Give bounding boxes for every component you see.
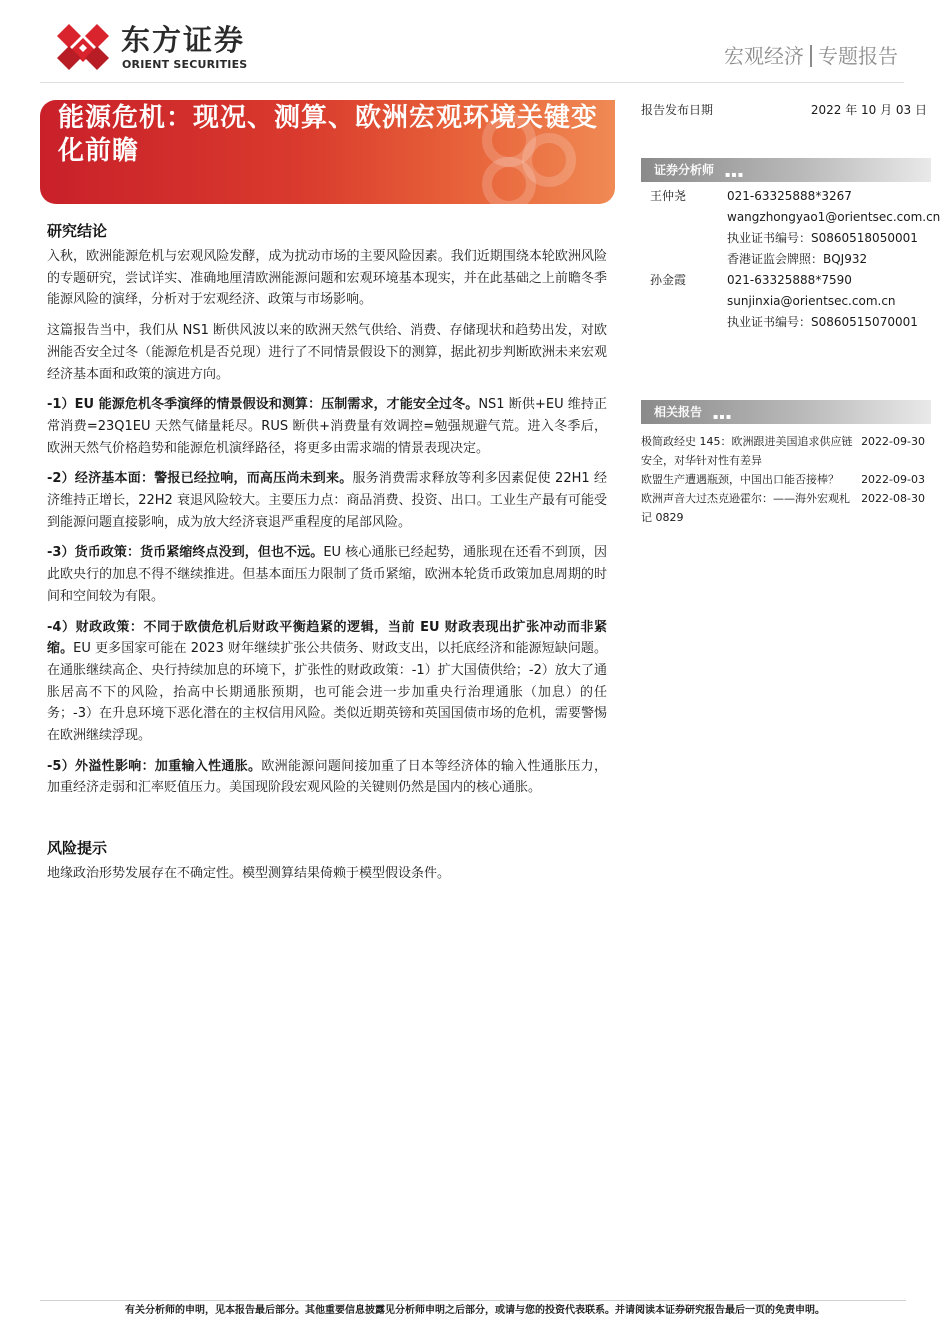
- logo-chinese: 东方证券: [121, 23, 246, 57]
- intro-paragraph: 这篇报告当中，我们从 NS1 断供风波以来的欧洲天然气供给、消费、存储现状和趋势出发，对欧洲能否安全过冬（能源危机是否兑现）进行了不同情景假设下的测算，据此初步判断欧洲未来宏观经济基本面和政策的演进方向。: [47, 323, 607, 382]
- point-body: 欧洲能源问题间接加重了日本等经济体的输入性通胀压力，加重经济走弱和汇率贬值压力。美国现阶段宏观风险的关键则仍然是国内的核心通胀。: [47, 758, 607, 796]
- analyst-email[interactable]: wangzhongyao1@orientsec.com.cn: [727, 210, 941, 224]
- point-body: 服务消费需求释放等利多因素促使 22H1 经济维持正增长，22H2 衰退风险较大。主要压力点：商品消费、投资、出口。工业生产最有可能受到能源问题直接影响，成为放大经济衰退严重程度的尾部风险。: [47, 471, 607, 530]
- related-report-date: 2022-09-03: [861, 473, 925, 486]
- point-paragraph: [47, 468, 607, 533]
- conclusion-title: 研究结论: [47, 222, 108, 240]
- category-separator: [810, 45, 812, 67]
- dots-icon: ▪▪▪: [725, 170, 745, 179]
- related-report-title[interactable]: 欧洲声音大过杰克逊霍尔：——海外宏观札记 0829: [641, 492, 850, 524]
- category-macro: 宏观经济: [724, 44, 804, 68]
- related-section-title: 相关报告: [654, 405, 703, 419]
- analyst-hk-license: 香港证监会牌照：BQJ932: [727, 252, 868, 266]
- point-body: NS1 断供+EU 维持正常消费=23Q1EU 天然气储量耗尽。RUS 断供+消费量有效调控=勉强规避气荒。进入冬季后，欧洲天然气价格趋势和能源危机演绎路径，将更多由需求端的情景表现决定。: [47, 397, 607, 456]
- point-paragraph: [47, 756, 607, 799]
- point-body: EU 更多国家可能在 2023 财年继续扩张公共债务、财政支出，以托底经济和能源短缺问题。在通胀继续高企、央行持续加息的环境下，扩张性的财政政策：-1）扩大国债供给；-2）放大了通胀居高不下的风险，抬高中长期通胀预期，也可能会进一步加重央行治理通胀（加息）的任务；-3）在升息环境下恶化潜在的主权信用风险。类似近期英镑和英国国债市场的危机，需要警惕在欧洲继续浮现。: [47, 641, 607, 744]
- orient-logo-icon: [54, 22, 112, 72]
- publish-date-value: 2022 年 10 月 03 日: [810, 103, 927, 117]
- related-report-title[interactable]: 极简政经史 145：欧洲跟进美国追求供应链安全，对华针对性有差异: [641, 435, 853, 467]
- related-report-item[interactable]: [641, 470, 929, 489]
- logo-english: ORIENT SECURITIES: [122, 58, 248, 71]
- main-content: [47, 220, 607, 885]
- related-report-date: 2022-08-30: [861, 492, 925, 505]
- report-title: 能源危机：现况、测算、欧洲宏观环境关键变化前瞻: [58, 103, 599, 166]
- point-lead: -2）经济基本面：警报已经拉响，而高压尚未到来。: [47, 471, 353, 487]
- related-report-title[interactable]: 欧盟生产遭遇瓶颈，中国出口能否接棒？: [641, 473, 839, 486]
- point-body: EU 核心通胀已经起势，通胀现在还看不到顶，因此欧央行的加息不得不继续推进。但基本面压力限制了货币紧缩，欧洲本轮货币政策加息周期的时间和空间较为有限。: [47, 545, 607, 604]
- intro-paragraph: 入秋，欧洲能源危机与宏观风险发酵，成为扰动市场的主要风险因素。我们近期围绕本轮欧洲风险的专题研究，尝试详实、准确地厘清欧洲能源问题和宏观环境基本现实，并在此基础之上前瞻冬季能源风险的演绎，分析对于宏观经济、政策与市场影响。: [47, 249, 607, 308]
- point-lead: -3）货币政策：货币紧缩终点没到，但也不远。: [47, 545, 324, 561]
- publish-date-label: 报告发布日期: [641, 103, 714, 117]
- point-lead: -5）外溢性影响：加重输入性通胀。: [47, 758, 262, 774]
- analysts-section-header: [641, 158, 931, 182]
- point-lead: -4）财政政策：不同于欧债危机后财政平衡趋紧的逻辑，当前 EU 财政表现出扩张冲动而非紧缩。: [47, 619, 607, 657]
- analyst-name: 王仲尧: [650, 189, 687, 203]
- related-report-item[interactable]: [641, 432, 929, 470]
- analyst-cert: 执业证书编号：S0860518050001: [727, 231, 918, 245]
- point-paragraph: [47, 617, 607, 747]
- analyst-name: 孙金霞: [650, 273, 687, 287]
- category-special: 专题报告: [818, 44, 898, 68]
- analysts-section-title: 证券分析师: [654, 163, 715, 177]
- risk-title: 风险提示: [47, 839, 108, 858]
- point-paragraph: [47, 394, 607, 459]
- point-lead: -1）EU 能源危机冬季演绎的情景假设和测算：压制需求，才能安全过冬。: [47, 397, 479, 413]
- dots-icon: ▪▪▪: [713, 412, 733, 421]
- report-header: [0, 0, 950, 84]
- related-section-header: [641, 400, 931, 424]
- title-banner: [40, 100, 615, 204]
- analyst-phone: 021-63325888*7590: [727, 273, 852, 287]
- analyst-phone: 021-63325888*3267: [727, 189, 852, 203]
- point-paragraph: [47, 542, 607, 607]
- analyst-cert: 执业证书编号：S0860515070001: [727, 315, 918, 329]
- related-report-date: 2022-09-30: [861, 435, 925, 448]
- report-category: [724, 42, 898, 70]
- risk-paragraph: 地缘政治形势发展存在不确定性。模型测算结果倚赖于模型假设条件。: [47, 866, 451, 882]
- related-report-item[interactable]: [641, 489, 929, 527]
- footer-disclaimer: 有关分析师的申明，见本报告最后部分。其他重要信息披露见分析师申明之后部分，或请与您的投资代表联系。并请阅读本证券研究报告最后一页的免责申明。: [125, 1305, 825, 1316]
- related-reports-list: [641, 432, 929, 527]
- footer-divider: [40, 1300, 906, 1301]
- header-divider: [40, 82, 904, 83]
- analyst-email[interactable]: sunjinxia@orientsec.com.cn: [727, 294, 896, 308]
